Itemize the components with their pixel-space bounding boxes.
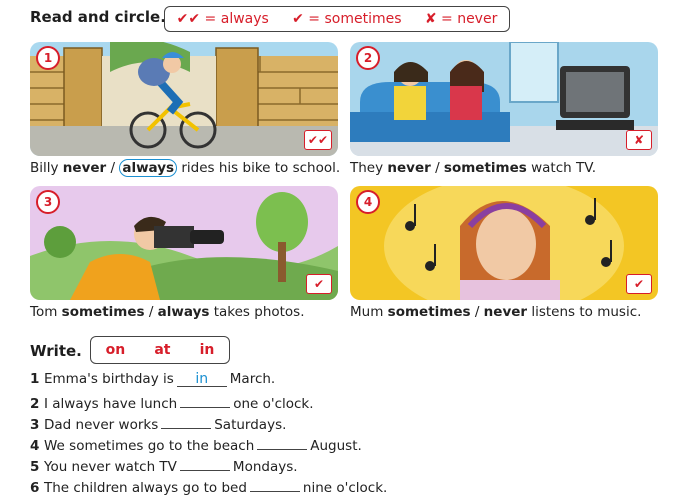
sentence-6: 6 The children always go to bed nine o'clock.	[30, 476, 387, 496]
option-never[interactable]: never	[483, 304, 528, 320]
answer-blank[interactable]: in	[177, 371, 227, 387]
frequency-mark: ✔	[626, 274, 652, 294]
legend-always: ✔✔ = always	[176, 11, 269, 27]
option-sometimes[interactable]: sometimes	[387, 304, 471, 320]
word-at: at	[154, 342, 171, 358]
word-in: in	[199, 342, 215, 358]
picture-number: 2	[356, 46, 380, 70]
tv-illustration	[350, 42, 658, 156]
option-never[interactable]: never	[387, 160, 431, 176]
option-sometimes[interactable]: sometimes	[61, 304, 145, 320]
option-always[interactable]: always	[157, 304, 210, 320]
sentence-2: 2 I always have lunch one o'clock.	[30, 392, 314, 412]
legend-never: ✘ = never	[424, 11, 498, 27]
answer-blank[interactable]	[180, 455, 230, 471]
photo-illustration	[30, 186, 338, 300]
caption-4: Mum sometimes / never listens to music.	[350, 304, 642, 320]
sentence-1: 1 Emma's birthday is in March.	[30, 371, 276, 387]
picture-2-tv	[350, 42, 658, 156]
answer-blank[interactable]	[257, 434, 307, 450]
sentence-3: 3 Dad never works Saturdays.	[30, 413, 286, 433]
caption-2: They never / sometimes watch TV.	[350, 160, 596, 176]
caption-3: Tom sometimes / always takes photos.	[30, 304, 305, 320]
word-bank	[90, 336, 230, 364]
bike-illustration	[30, 42, 338, 156]
picture-number: 1	[36, 46, 60, 70]
frequency-mark: ✔	[306, 274, 332, 294]
frequency-legend	[164, 6, 510, 32]
sentence-5: 5 You never watch TV Mondays.	[30, 455, 298, 475]
frequency-mark: ✘	[626, 130, 652, 150]
word-on: on	[105, 342, 126, 358]
sentence-4: 4 We sometimes go to the beach August.	[30, 434, 362, 454]
option-always-circled[interactable]: always	[119, 159, 177, 177]
write-title: Write.	[30, 342, 82, 360]
answer-blank[interactable]	[161, 413, 211, 429]
picture-4-music	[350, 186, 658, 300]
frequency-mark: ✔✔	[304, 130, 332, 150]
picture-3-photos	[30, 186, 338, 300]
music-illustration	[350, 186, 658, 300]
read-and-circle-title: Read and circle.	[30, 8, 166, 26]
answer-blank[interactable]	[250, 476, 300, 492]
legend-sometimes: ✔ = sometimes	[292, 11, 402, 27]
picture-number: 4	[356, 190, 380, 214]
picture-1-bike	[30, 42, 338, 156]
picture-number: 3	[36, 190, 60, 214]
answer-blank[interactable]	[180, 392, 230, 408]
option-never[interactable]: never	[62, 160, 107, 176]
caption-1: Billy never / always rides his bike to school.	[30, 160, 341, 176]
option-sometimes[interactable]: sometimes	[443, 160, 527, 176]
